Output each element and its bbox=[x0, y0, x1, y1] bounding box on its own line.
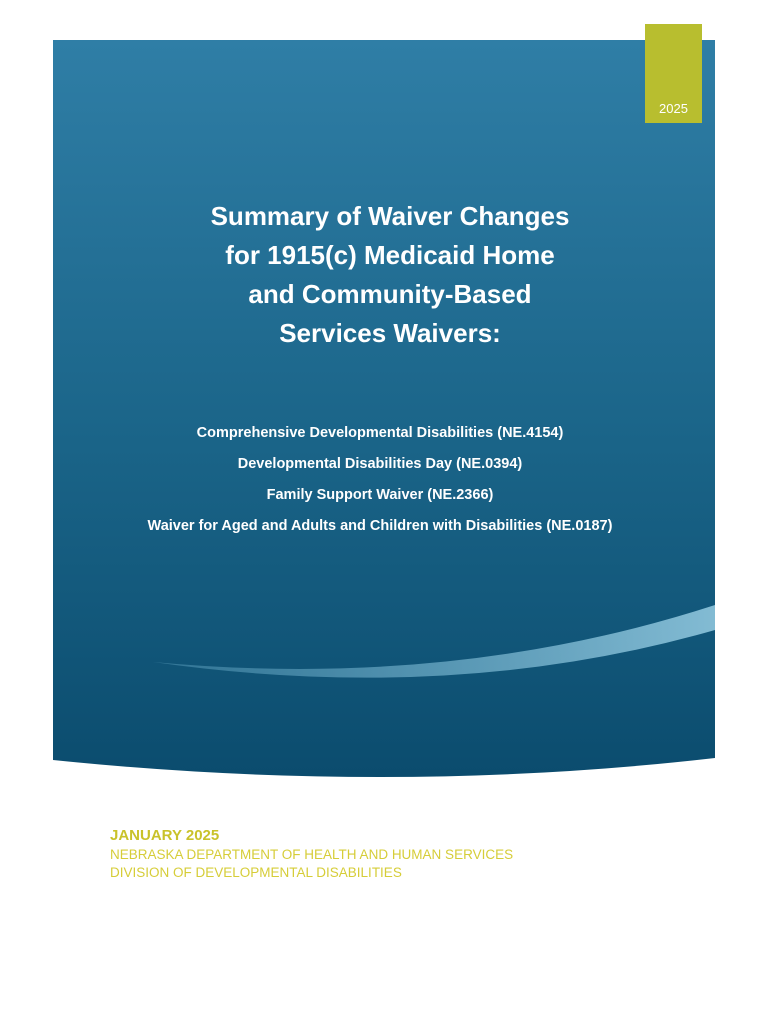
cover-footer bbox=[110, 826, 513, 882]
publication-date: JANUARY 2025 bbox=[110, 827, 220, 844]
cover-background bbox=[53, 40, 715, 782]
cover-shape bbox=[53, 40, 715, 777]
waiver-item: Family Support Waiver (NE.2366) bbox=[266, 487, 494, 503]
waiver-list bbox=[30, 418, 730, 542]
cover-panel bbox=[53, 40, 715, 782]
title-line-1: Summary of Waiver Changes bbox=[210, 201, 570, 231]
title-line-3: and Community-Based bbox=[248, 279, 532, 309]
waiver-item: Comprehensive Developmental Disabilities (NE.4154) bbox=[196, 425, 564, 441]
year-tab bbox=[645, 24, 702, 123]
year-label: 2025 bbox=[659, 101, 688, 116]
division-name: DIVISION OF DEVELOPMENTAL DISABILITIES bbox=[110, 865, 402, 880]
title-line-4: Services Waivers: bbox=[279, 318, 501, 348]
document-title bbox=[60, 197, 720, 353]
waiver-item: Developmental Disabilities Day (NE.0394) bbox=[237, 456, 523, 472]
waiver-item: Waiver for Aged and Adults and Children with Disabilities (NE.0187) bbox=[147, 518, 613, 534]
title-line-2: for 1915(c) Medicaid Home bbox=[225, 240, 555, 270]
department-name: NEBRASKA DEPARTMENT OF HEALTH AND HUMAN SERVICES bbox=[110, 847, 514, 862]
